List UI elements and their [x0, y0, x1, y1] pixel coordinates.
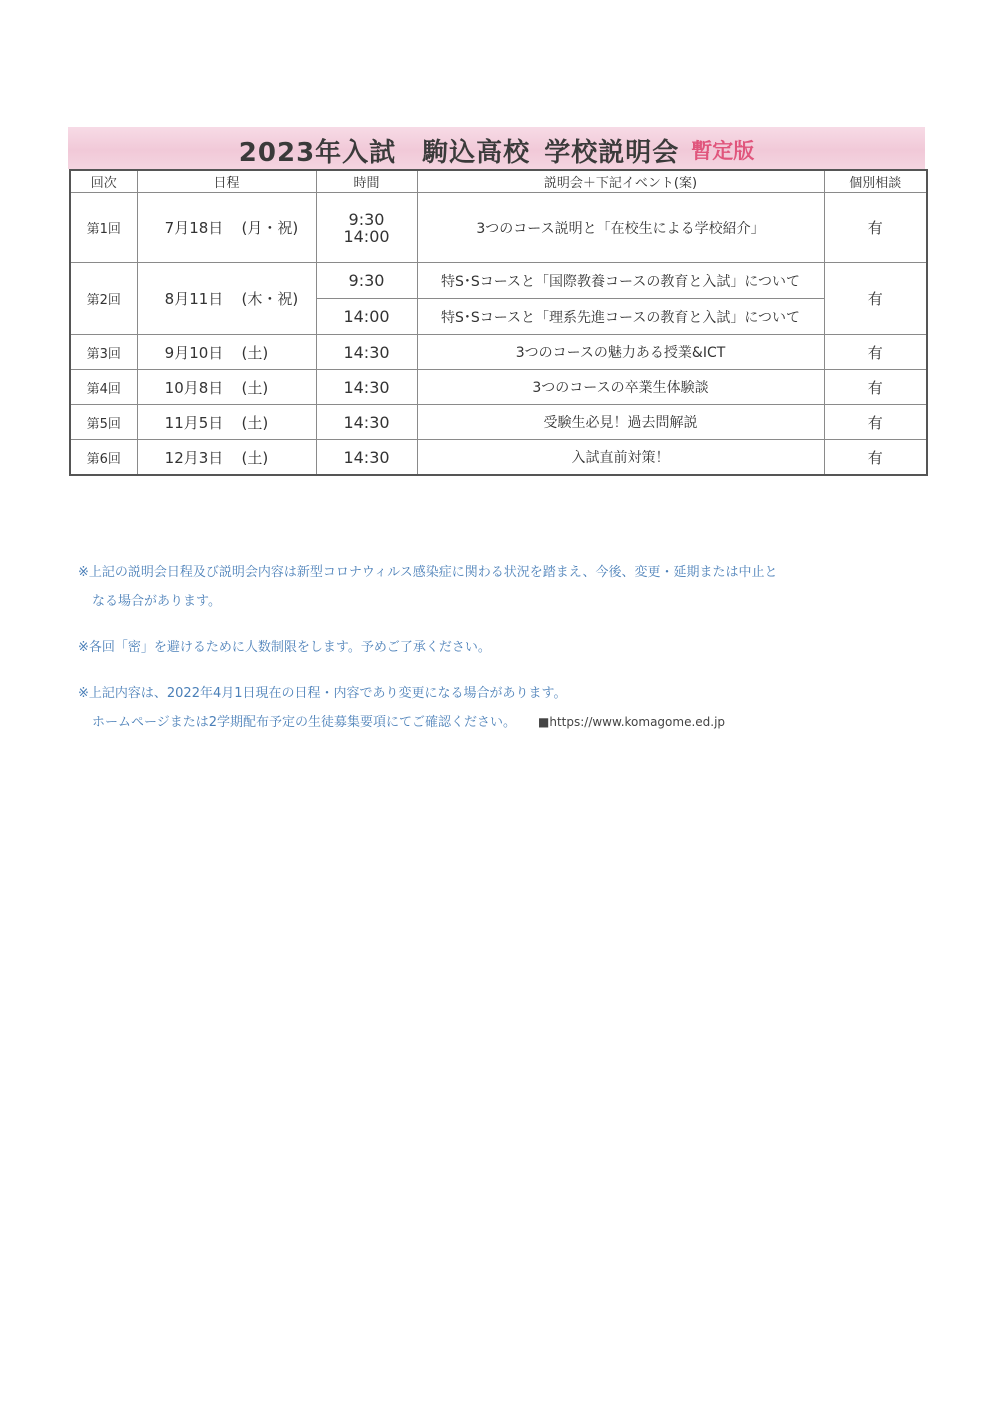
consult-cell: 有 [824, 193, 927, 263]
event-cell: 特S･Sコースと「理系先進コースの教育と入試」について [417, 299, 824, 335]
consult-cell: 有 [824, 440, 927, 476]
date-text: 10月8日 [164, 378, 224, 397]
date-text: 11月5日 [164, 413, 224, 432]
table-row [70, 440, 927, 476]
event-cell: 3つのコースの卒業生体験談 [417, 370, 824, 405]
table-header-row [70, 170, 927, 193]
round-cell: 第6回 [70, 440, 137, 476]
note-text: なる場合があります。 [92, 594, 221, 609]
header-time: 時間 [316, 170, 417, 193]
note-text [78, 708, 938, 737]
date-cell [137, 440, 316, 476]
round-cell: 第1回 [70, 193, 137, 263]
table-row [70, 193, 927, 263]
note-text: ※上記の説明会日程及び説明会内容は新型コロナウィルス感染症に関わる状況を踏まえ、今後、変更・延期または中止と [78, 565, 778, 580]
consult-cell: 有 [824, 370, 927, 405]
title-banner [68, 127, 925, 169]
consult-cell: 有 [824, 335, 927, 370]
table-row [70, 263, 927, 299]
provisional-badge: 暫定版 [691, 139, 755, 163]
header-round: 回次 [70, 170, 137, 193]
date-cell [137, 263, 316, 335]
event-cell: 入試直前対策！ [417, 440, 824, 476]
page-title: 2023年入試 駒込高校 学校説明会 [238, 137, 680, 168]
table-row [70, 370, 927, 405]
event-cell: 3つのコース説明と「在校生による学校紹介」 [417, 193, 824, 263]
consult-cell: 有 [824, 263, 927, 335]
date-text: 12月3日 [164, 448, 224, 467]
time-text: 14:00 [343, 226, 390, 246]
header-consult: 個別相談 [824, 170, 927, 193]
date-cell [137, 370, 316, 405]
time-cell: 14:30 [316, 335, 417, 370]
round-cell: 第5回 [70, 405, 137, 440]
date-cell [137, 193, 316, 263]
header-date: 日程 [137, 170, 316, 193]
date-text: 9月10日 [164, 343, 224, 362]
event-cell: 3つのコースの魅力ある授業&ICT [417, 335, 824, 370]
weekday-text: (土) [241, 448, 269, 467]
weekday-text: (木・祝) [241, 290, 299, 308]
website-url: ■https://www.komagome.ed.jp [538, 715, 726, 729]
date-cell [137, 405, 316, 440]
consult-cell: 有 [824, 405, 927, 440]
table-row [70, 335, 927, 370]
time-cell [316, 193, 417, 263]
schedule-table [69, 169, 928, 476]
weekday-text: (月・祝) [241, 219, 299, 237]
weekday-text: (土) [241, 413, 269, 432]
weekday-text: (土) [241, 378, 269, 397]
round-cell: 第3回 [70, 335, 137, 370]
date-cell [137, 335, 316, 370]
table-row [70, 405, 927, 440]
event-cell: 受験生必見！過去問解説 [417, 405, 824, 440]
weekday-text: (土) [241, 343, 269, 362]
note-text: ※各回「密」を避けるために人数制限をします。予めご了承ください。 [78, 640, 491, 655]
notes-section [78, 558, 938, 737]
time-cell: 14:30 [316, 440, 417, 476]
time-cell: 14:00 [316, 299, 417, 335]
time-cell: 14:30 [316, 405, 417, 440]
header-event: 説明会＋下記イベント(案) [417, 170, 824, 193]
date-text: 8月11日 [164, 290, 224, 308]
event-cell: 特S･Sコースと「国際教養コースの教育と入試」について [417, 263, 824, 299]
round-cell: 第4回 [70, 370, 137, 405]
time-text: 9:30 [348, 209, 385, 229]
time-cell: 9:30 [316, 263, 417, 299]
round-cell: 第2回 [70, 263, 137, 335]
note-text: ※上記内容は、2022年4月1日現在の日程・内容であり変更になる場合があります。 [78, 686, 567, 701]
note-text: ホームページまたは2学期配布予定の生徒募集要項にてご確認ください。 [92, 715, 517, 730]
date-text: 7月18日 [164, 219, 224, 237]
time-cell: 14:30 [316, 370, 417, 405]
